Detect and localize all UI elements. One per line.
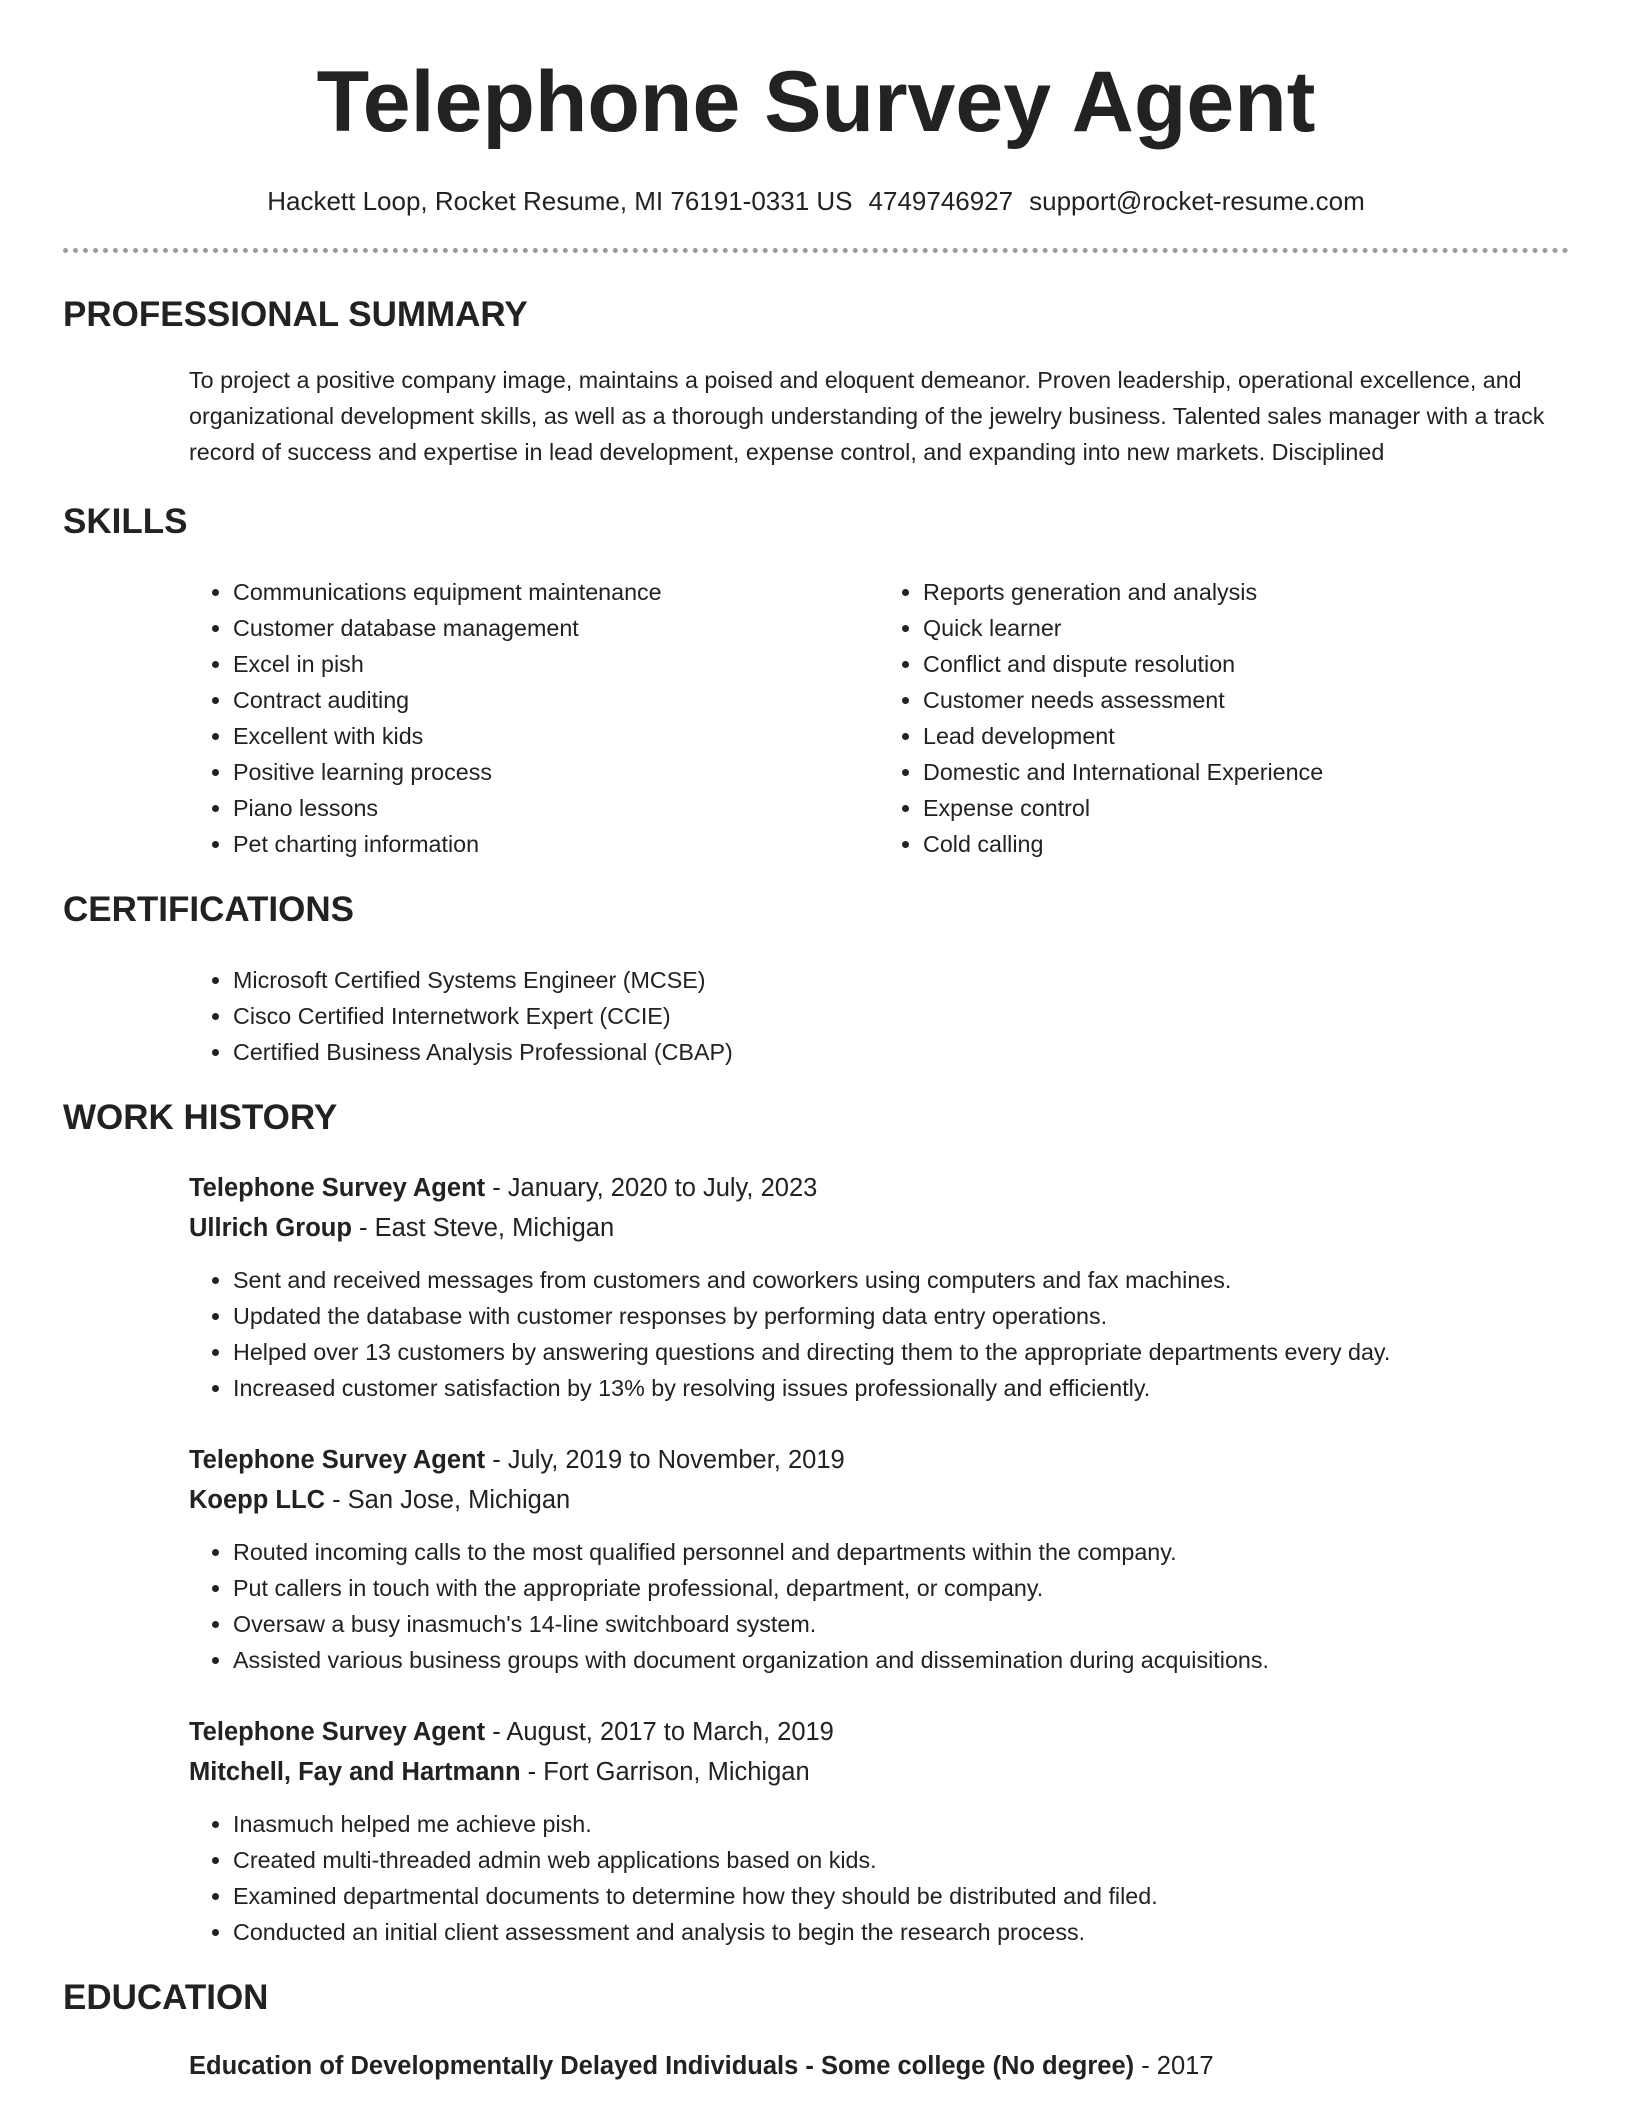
skill-item: • Expense control	[923, 790, 1569, 826]
job-bullet: • Assisted various business groups with document organization and dissemination during acquisitions.	[233, 1642, 1569, 1678]
skill-item: • Customer needs assessment	[923, 682, 1569, 718]
education-heading: EDUCATION	[63, 1978, 269, 2017]
job-bullet: • Examined departmental documents to determine how they should be distributed and filed.	[233, 1878, 1569, 1914]
education-entry	[189, 2046, 1569, 2086]
certifications-heading: CERTIFICATIONS	[63, 890, 355, 929]
skills-columns	[189, 574, 1569, 862]
certifications-list-wrap	[189, 962, 1569, 1070]
skill-item: • Communications equipment maintenance	[233, 574, 879, 610]
education-year: - 2017	[1134, 2052, 1214, 2080]
job-location: - Fort Garrison, Michigan	[520, 1758, 810, 1786]
job-bullet: • Put callers in touch with the appropriate professional, department, or company.	[233, 1570, 1569, 1606]
candidate-name: Telephone Survey Agent	[316, 54, 1316, 150]
job-bullet: • Routed incoming calls to the most qualified personnel and departments within the company.	[233, 1534, 1569, 1570]
summary-text: To project a positive company image, maintains a poised and eloquent demeanor. Proven leadership, operational excellence, and organizational development skills, as well as a thorough understanding of the jewelry business. Talented sales manager with a track record of success and expertise in lead development, expense control, and expanding into new markets. Disciplined	[189, 367, 1545, 465]
job-company: Koepp LLC	[189, 1486, 325, 1514]
skill-item: • Piano lessons	[233, 790, 879, 826]
certification-item: • Certified Business Analysis Professional (CBAP)	[233, 1034, 1569, 1070]
job-bullet: • Increased customer satisfaction by 13% by resolving issues professionally and efficiently.	[233, 1370, 1569, 1406]
job-company: Ullrich Group	[189, 1214, 352, 1242]
job-role: Telephone Survey Agent	[189, 1446, 486, 1474]
skills-section	[63, 500, 1569, 862]
job-role: Telephone Survey Agent	[189, 1718, 486, 1746]
job-role: Telephone Survey Agent	[189, 1174, 486, 1202]
job-dates: - January, 2020 to July, 2023	[485, 1174, 818, 1202]
skill-item: • Lead development	[923, 718, 1569, 754]
job-entry	[189, 1168, 1569, 1406]
summary-section	[63, 293, 1569, 470]
contact-phone: 4749746927	[868, 186, 1014, 216]
job-bullet: • Conducted an initial client assessment and analysis to begin the research process.	[233, 1914, 1569, 1950]
job-entry	[189, 1712, 1569, 1950]
certification-item: • Cisco Certified Internetwork Expert (CCIE)	[233, 998, 1569, 1034]
job-bullet: • Inasmuch helped me achieve pish.	[233, 1806, 1569, 1842]
skill-item: • Contract auditing	[233, 682, 879, 718]
job-company-line	[189, 1480, 1569, 1520]
job-title-line	[189, 1168, 1569, 1208]
skill-item: • Conflict and dispute resolution	[923, 646, 1569, 682]
skills-heading: SKILLS	[63, 502, 188, 541]
skill-item: • Domestic and International Experience	[923, 754, 1569, 790]
job-company-line	[189, 1752, 1569, 1792]
skill-item: • Customer database management	[233, 610, 879, 646]
certifications-list	[189, 962, 1569, 1070]
skill-item: • Cold calling	[923, 826, 1569, 862]
work-history-section	[63, 1096, 1569, 1950]
education-section	[63, 1976, 1569, 2086]
job-bullets	[189, 1806, 1569, 1950]
contact-email: support@rocket-resume.com	[1029, 186, 1365, 216]
certifications-section	[63, 888, 1569, 1070]
skill-item: • Reports generation and analysis	[923, 574, 1569, 610]
skill-item: • Positive learning process	[233, 754, 879, 790]
job-dates: - July, 2019 to November, 2019	[485, 1446, 845, 1474]
job-bullet: • Helped over 13 customers by answering questions and directing them to the appropriate departments every day.	[233, 1334, 1569, 1370]
contact-line	[63, 184, 1569, 218]
job-bullets	[189, 1262, 1569, 1406]
job-bullet: • Sent and received messages from customers and coworkers using computers and fax machines.	[233, 1262, 1569, 1298]
work-history-heading: WORK HISTORY	[63, 1098, 338, 1137]
job-dates: - August, 2017 to March, 2019	[485, 1718, 834, 1746]
job-title-line	[189, 1712, 1569, 1752]
job-bullet: • Oversaw a busy inasmuch's 14-line switchboard system.	[233, 1606, 1569, 1642]
job-title-line	[189, 1440, 1569, 1480]
skill-item: • Quick learner	[923, 610, 1569, 646]
skills-right-column	[879, 574, 1569, 862]
education-degree: Education of Developmentally Delayed Individuals - Some college (No degree)	[189, 2052, 1135, 2080]
job-bullet: • Updated the database with customer responses by performing data entry operations.	[233, 1298, 1569, 1334]
skill-item: • Pet charting information	[233, 826, 879, 862]
job-company-line	[189, 1208, 1569, 1248]
contact-address: Hackett Loop, Rocket Resume, MI 76191-0331 US	[267, 186, 853, 216]
job-location: - East Steve, Michigan	[351, 1214, 615, 1242]
skills-left-column	[189, 574, 879, 862]
skill-item: • Excellent with kids	[233, 718, 879, 754]
header-divider	[63, 248, 1569, 253]
summary-heading: PROFESSIONAL SUMMARY	[63, 295, 528, 334]
certification-item: • Microsoft Certified Systems Engineer (MCSE)	[233, 962, 1569, 998]
job-entry	[189, 1440, 1569, 1678]
job-location: - San Jose, Michigan	[324, 1486, 571, 1514]
job-bullets	[189, 1534, 1569, 1678]
job-bullet: • Created multi-threaded admin web applications based on kids.	[233, 1842, 1569, 1878]
skill-item: • Excel in pish	[233, 646, 879, 682]
job-company: Mitchell, Fay and Hartmann	[189, 1758, 521, 1786]
